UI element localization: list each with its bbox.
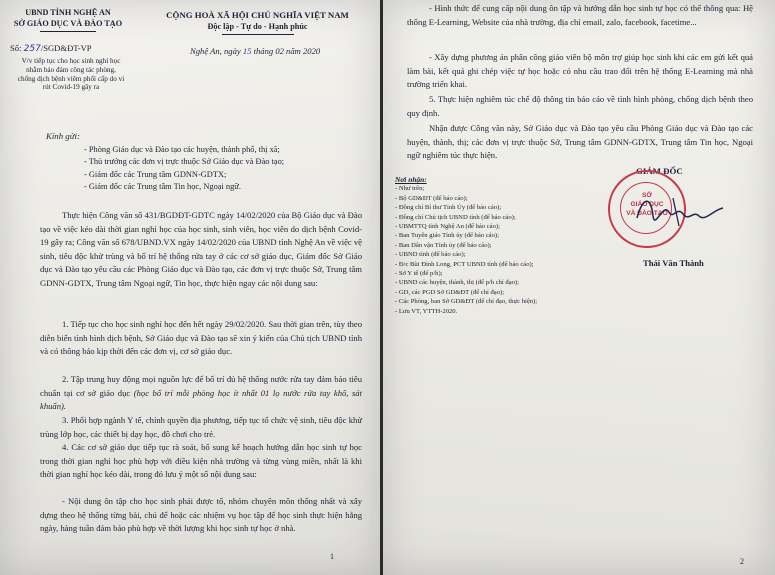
org-name-line1: UBND TỈNH NGHỆ AN [25, 8, 111, 17]
item-5-paragraph: 5. Thực hiện nghiêm túc chế độ thông tin báo cáo về tình hình phòng, chống dịch bệnh theo quy định. [407, 94, 753, 118]
item-3-paragraph: 3. Phối hợp ngành Y tế, chính quyền địa phương, tiếp tục tổ chức vệ sinh, tiêu độc khử trùng lớp học, các thiết bị dạy học, đồ chơi cho trẻ. [40, 415, 362, 439]
item-4-paragraph: 4. Các cơ sở giáo dục tiếp tục rà soát, bổ sung kế hoạch hướng dẫn học sinh tự học trong thời gian nghỉ học phù hợp với điều kiện nhà trường và từng vùng miền, nhất là khi thời gian nghỉ học kéo dài, trong đó lưu ý một số nội dung sau: [40, 442, 362, 480]
item-2-paragraph: 2. Tập trung huy động mọi nguồn lực để bố trí đủ hệ thống nước rửa tay đảm bảo tiêu chuẩn tại cơ sở giáo dục (học bố trí mỗi phòng học ít nhất 01 lọ nước rửa tay khô, sát khuẩn). [40, 374, 362, 412]
handwritten-number: 257 [23, 44, 41, 54]
greeting: Kính gửi: [46, 131, 80, 141]
recipients-title: Nơi nhận: [395, 175, 427, 184]
org-underline [40, 31, 96, 32]
signer-title: GIÁM ĐỐC [636, 166, 683, 176]
nation-motto: Độc lập - Tự do - Hạnh phúc [207, 22, 308, 31]
document-date: Nghệ An, ngày 15 tháng 02 năm 2020 [190, 46, 321, 56]
signature-image [633, 188, 728, 238]
document-subject: V/v tiếp tục cho học sinh nghỉ học nhằm bảo đảm công tác phòng, chống dịch bệnh viêm phổi cấp do vi rút Covid-19 gây ra [17, 57, 125, 92]
recipient-list: - Phòng Giáo dục và Đào tạo các huyện, thành phố, thị xã; - Thủ trưởng các đơn vị trực thuộc Sở Giáo dục và Đào tạo; - Giám đốc các Trung tâm GDNN-GDTX; - Giám đốc các Trung tâm Tin học, Ngoại ngữ. [84, 145, 285, 192]
document-page-1 [0, 0, 380, 575]
continuation-paragraph-2: - Xây dựng phương án phân công giáo viên bộ môn trợ giúp học sinh khi các em gửi kết quả làm bài, kết quả ghi chép việc tự học hoặc có nhu cầu trao đổi trên hệ thống E-Learning mà nhà trường triển khai. [407, 52, 753, 90]
continuation-paragraph-1: - Hình thức để cung cấp nội dung ôn tập và hướng dẫn học sinh tự học có thể thông qua: Hệ thống E-Learning, Website của nhà trường, địa chỉ email, zalo, facebook, facetime... [407, 3, 753, 27]
document-page-2 [383, 0, 775, 575]
intro-paragraph: Thực hiện Công văn số 431/BGDĐT-GDTC ngày 14/02/2020 của Bộ Giáo dục và Đào tạo về việc kéo dài thời gian nghỉ học của học sinh, sinh viên, học viên do dịch bệnh Covid-19 gây ra; Công văn số 678/UBND.VX ngày 14/02/2020 của UBND tỉnh Nghệ An về việc vệ sinh, tiêu độc khử trùng và bố trí hệ thống rửa tay ở các cơ sở giáo dục, Giám đốc Sở Giáo dục và Đào tạo yêu cầu các Phòng Giáo dục và Đào tạo, các đơn vị trực thuộc Sở, Trung tâm GDNN-GDTX, Trung tâm Ngoại ngữ, Tin học, thực hiện ngay các nội dung sau: [40, 210, 362, 288]
nation-title: CỘNG HOÀ XÃ HỘI CHỦ NGHĨA VIỆT NAM [166, 10, 349, 20]
page-number-2: 2 [740, 557, 744, 566]
item-4a-paragraph: - Nội dung ôn tập cho học sinh phải được tổ, nhóm chuyên môn thống nhất và xây dựng theo hệ thống từng bài, chú để hoặc các nhiệm vụ học tập để học sinh thực hiện hằng ngày, hàng tuần đảm bảo phù hợp về thời lượng khi học sinh tự học ở nhà. [40, 496, 362, 534]
official-seal: SỞ GIÁO DỤC VÀ ĐÀO TẠO [608, 170, 686, 248]
item-1-paragraph: 1. Tiếp tục cho học sinh nghỉ học đến hết ngày 29/02/2020. Sau thời gian trên, tùy theo diễn biến tình hình dịch bệnh, Sở Giáo dục và Đào tạo sẽ xin ý kiến của Chủ tịch UBND tỉnh và có thông báo kịp thời đến các đơn vị, cơ sở giáo dục. [40, 319, 362, 357]
document-number: Số: 257/SGD&ĐT-VP [10, 43, 92, 54]
org-name-line2: SỞ GIÁO DỤC VÀ ĐÀO TẠO [13, 19, 123, 28]
motto-underline [222, 34, 294, 35]
signer-name: Thái Văn Thành [643, 258, 704, 268]
recipients-block: Nơi nhận: - Như trên; - Bộ GD&ĐT (để báo cáo); - Đồng chí Bí thư Tỉnh Ủy (để báo cáo); - Đồng chí Chủ tịch UBND tỉnh (để báo cáo); - UBMTTQ tỉnh Nghệ An (để báo cáo); - Ban Tuyên giáo Tỉnh ủy (để báo cáo); - Ban Dân vận Tỉnh ủy (để báo cáo); - UBND tỉnh (để báo cáo); - Đ/c Bùi Đình Long, PCT UBND tỉnh (để báo cáo); - Sở Y tế (để p/h); - UBND các huyện, thành, thị (để p/h chỉ đạo); - GD, các PGD Sở GD&ĐT (để chỉ đạo); - Các Phòng, ban Sở GD&ĐT (để chỉ đạo, thực hiện); - Lưu VT, YTTH-2020. [395, 175, 538, 315]
closing-paragraph: Nhận được Công văn này, Sở Giáo dục và Đào tạo yêu cầu Phòng Giáo dục và Đào tạo các huyện, thành, thị; các đơn vị trực thuộc Sở, Trung tâm GDNN-GDTX, Trung tâm Tin học, Ngoại ngữ nghiêm túc thực hiện. [407, 123, 753, 161]
page-number-1: 1 [330, 552, 334, 561]
